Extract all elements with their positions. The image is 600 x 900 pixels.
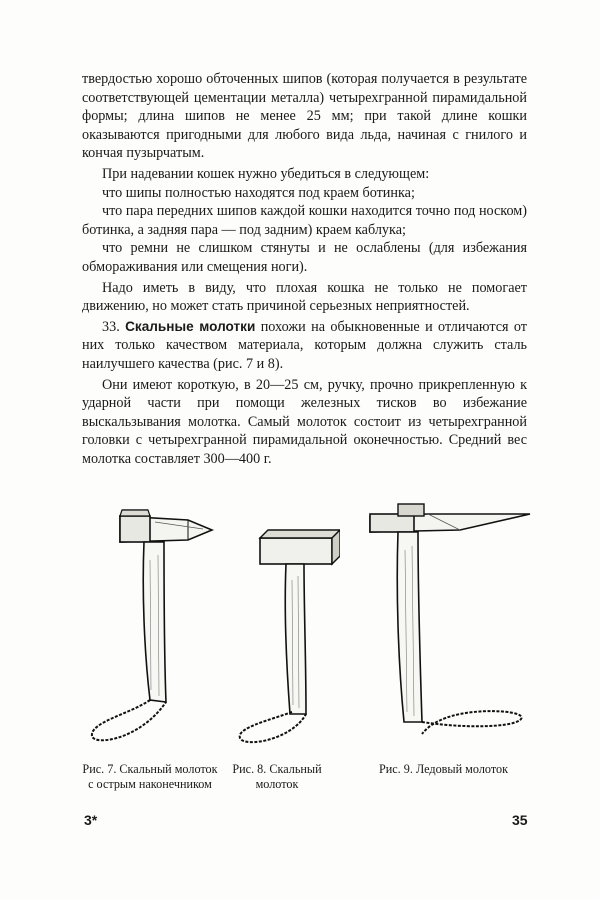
page-number: 35 — [512, 812, 528, 828]
section-number: 33. — [102, 318, 120, 335]
figure-9-caption: Рис. 9. Ледовый молоток — [378, 762, 509, 776]
paragraph-warning: Надо иметь в виду, что плохая кошка не только не помогает движению, но может стать причиной серьезных неприятностей. — [82, 279, 527, 315]
body-text — [82, 70, 527, 468]
rock-hammer-pointed-illustration — [80, 500, 220, 755]
rock-hammer-illustration — [230, 500, 340, 755]
signature-mark: 3* — [84, 812, 98, 828]
section-term: Скальные молотки — [125, 318, 256, 334]
section-text: похожи на обыкновенные и отличаются от них только качеством материала, которым должна служить сталь наилучшего качества (рис. 7 и 8). — [82, 318, 527, 372]
paragraph-check-2: что пара передних шипов каждой кошки находится точно под носком) ботинка, а задняя пара — под задним) краем каблука; — [82, 203, 527, 238]
figure-8-caption: Рис. 8. Скальный молоток — [232, 762, 322, 791]
paragraph-check-1: что шипы полностью находятся под краем ботинка; — [102, 184, 415, 201]
paragraph-handle: Они имеют короткую, в 20—25 см, ручку, прочно прикрепленную к ударной части при помощи железных тисков во избежание выскальзывания молотка. Самый молоток состоит из четырехгранной головки с четырехгранной пирамидальной оконечностью. Средний вес молотка составляет 300—400 г. — [82, 376, 527, 467]
paragraph-spikes: твердостью хорошо обточенных шипов (которая получается в результате соответствующей цементации металла) четырехгранной пирамидальной формы; длина шипов не менее 25 мм; при такой длине кошки оказываются пригодными для любого вида льда, начиная с гнилого и кончая пузырчатым. — [82, 71, 527, 162]
figure-7-caption: Рис. 7. Скальный молоток с острым наконечником — [82, 762, 218, 791]
paragraph-check-intro: При надевании кошек нужно убедиться в следующем: — [102, 165, 430, 182]
paragraph-check-3: что ремни не слишком стянуты и не ослаблены (для избежания обмораживания или смещения ноги). — [82, 240, 527, 275]
paragraph-section-33 — [82, 318, 527, 374]
ice-hammer-illustration — [360, 500, 535, 755]
